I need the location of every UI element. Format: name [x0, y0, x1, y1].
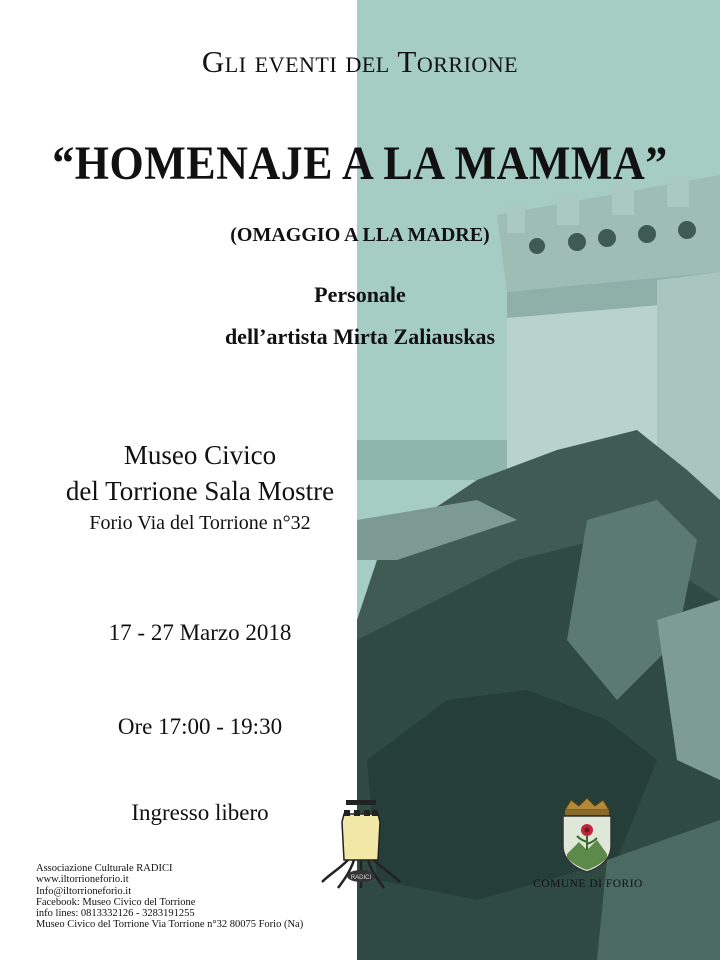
personale-label: Personale [314, 282, 406, 307]
association-phones: info lines: 0813332126 - 3283191255 [36, 908, 195, 920]
venue-address: Forio Via del Torrione n°32 [89, 512, 311, 534]
series-title: Gli eventi del Torrione [201, 44, 519, 79]
venue-hall: del Torrione Sala Mostre [65, 476, 335, 506]
association-info [36, 863, 303, 931]
association-website: www.iltorrioneforio.it [36, 874, 129, 886]
association-email: Info@iltorrioneforio.it [36, 885, 132, 897]
association-name: Associazione Culturale RADICI [36, 863, 173, 874]
comune-crest-icon [555, 796, 619, 874]
entry-info: Ingresso libero [131, 800, 269, 825]
association-facebook: Facebook: Museo Civico del Torrione [36, 896, 196, 908]
svg-text:RADICI: RADICI [350, 875, 372, 881]
main-title: “HOMENAJE A LA MAMMA” [52, 137, 668, 190]
radici-logo-icon [318, 800, 404, 890]
event-hours: Ore 17:00 - 19:30 [117, 714, 283, 739]
artist-line: dell’artista Mirta Zaliauskas [224, 324, 496, 349]
subtitle: (OMAGGIO A LLA MADRE) [230, 224, 490, 246]
comune-label: COMUNE DI FORIO [533, 878, 643, 890]
venue-name: Museo Civico [123, 440, 277, 470]
association-address: Museo Civico del Torrione Via Torrione n°32 80075 Forio (Na) [36, 919, 304, 931]
event-dates: 17 - 27 Marzo 2018 [108, 620, 292, 645]
